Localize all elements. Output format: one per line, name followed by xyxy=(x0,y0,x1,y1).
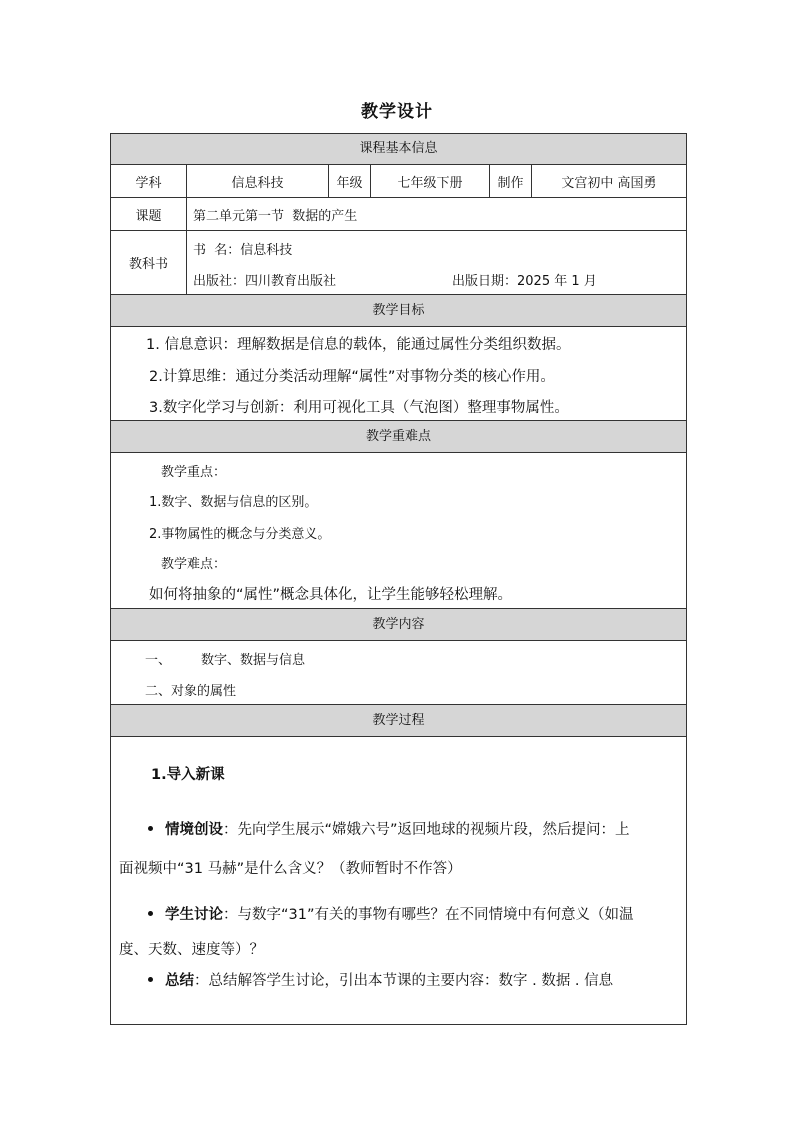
content-header-label: 教学内容 xyxy=(372,617,425,632)
bullet-dot xyxy=(148,977,153,982)
objective-item: 1. 信息意识：理解数据是信息的载体，能通过属性分类组织数据。 xyxy=(146,337,571,353)
topic-value-cell xyxy=(186,197,687,231)
topic-value: 第二单元第一节 数据的产生 xyxy=(193,208,358,224)
content-item: 二、对象的属性 xyxy=(145,684,237,699)
process-header xyxy=(110,704,687,737)
subject-value-cell xyxy=(186,164,329,198)
book-name: 书 名：信息科技 xyxy=(193,243,293,258)
content-body xyxy=(110,640,687,705)
process-bullet-line xyxy=(165,903,633,924)
objective-item: 2.计算思维：通过分类活动理解“属性”对事物分类的核心作用。 xyxy=(149,369,555,385)
author-label: 制作 xyxy=(497,175,524,191)
key-points-header xyxy=(110,420,687,453)
process-bullet-line xyxy=(165,818,630,839)
textbook-label-cell xyxy=(110,230,187,295)
basic-info-header xyxy=(110,133,687,165)
objectives-body xyxy=(110,326,687,421)
publication-date: 出版日期：2025 年 1 月 xyxy=(452,274,597,289)
key-points-header-label: 教学重难点 xyxy=(365,429,431,444)
bullet-text: ：先向学生展示“嫦娥六号”返回地球的视频片段，然后提问：上 xyxy=(223,822,630,838)
process-bullet-continuation: 面视频中“31 马赫”是什么含义？（教师暂时不作答） xyxy=(119,861,462,877)
bullet-dot xyxy=(148,826,153,831)
focus-item: 1.数字、数据与信息的区别。 xyxy=(149,495,318,510)
textbook-label: 教科书 xyxy=(128,257,168,272)
basic-info-header-label: 课程基本信息 xyxy=(359,141,438,156)
key-points-body xyxy=(110,452,687,609)
process-bullet-continuation: 度、天数、速度等）？ xyxy=(119,942,264,958)
publisher: 出版社：四川教育出版社 xyxy=(193,274,337,289)
objectives-header-label: 教学目标 xyxy=(372,303,425,318)
content-header xyxy=(110,608,687,641)
textbook-info-cell xyxy=(186,230,687,295)
grade-label-cell xyxy=(328,164,371,198)
content-item-text: 数字、数据与信息 xyxy=(201,653,306,668)
grade-value: 七年级下册 xyxy=(397,175,463,191)
bullet-label: 总结 xyxy=(165,973,194,989)
subject-label-cell xyxy=(110,164,187,198)
bullet-label: 情境创设 xyxy=(165,822,223,838)
objectives-header xyxy=(110,294,687,327)
bullet-dot xyxy=(148,911,153,916)
author-value-cell xyxy=(531,164,687,198)
document-title: 教学设计 xyxy=(361,102,433,122)
topic-label: 课题 xyxy=(135,208,162,224)
subject-value: 信息科技 xyxy=(231,175,284,191)
focus-item: 2.事物属性的概念与分类意义。 xyxy=(149,527,331,542)
bullet-text: ：与数字“31”有关的事物有哪些？在不同情境中有何意义（如温 xyxy=(223,907,634,923)
bullet-text: ：总结解答学生讨论，引出本节课的主要内容：数字 . 数据 . 信息 xyxy=(194,973,614,989)
content-item-number: 一、 xyxy=(145,653,172,668)
process-body xyxy=(110,736,687,1025)
focus-label: 教学重点： xyxy=(161,465,227,480)
bullet-label: 学生讨论 xyxy=(165,907,223,923)
process-header-label: 教学过程 xyxy=(372,713,425,728)
process-section-title: 1.导入新课 xyxy=(151,767,225,783)
process-bullet-line xyxy=(165,969,613,990)
topic-label-cell xyxy=(110,197,187,231)
author-label-cell xyxy=(489,164,532,198)
subject-label: 学科 xyxy=(135,175,162,191)
grade-value-cell xyxy=(370,164,490,198)
grade-label: 年级 xyxy=(336,175,363,191)
author-value: 文宫初中 高国勇 xyxy=(561,175,657,191)
difficulty-label: 教学难点： xyxy=(161,557,227,572)
difficulty-text: 如何将抽象的“属性”概念具体化，让学生能够轻松理解。 xyxy=(149,587,513,603)
objective-item: 3.数字化学习与创新：利用可视化工具（气泡图）整理事物属性。 xyxy=(149,400,569,416)
